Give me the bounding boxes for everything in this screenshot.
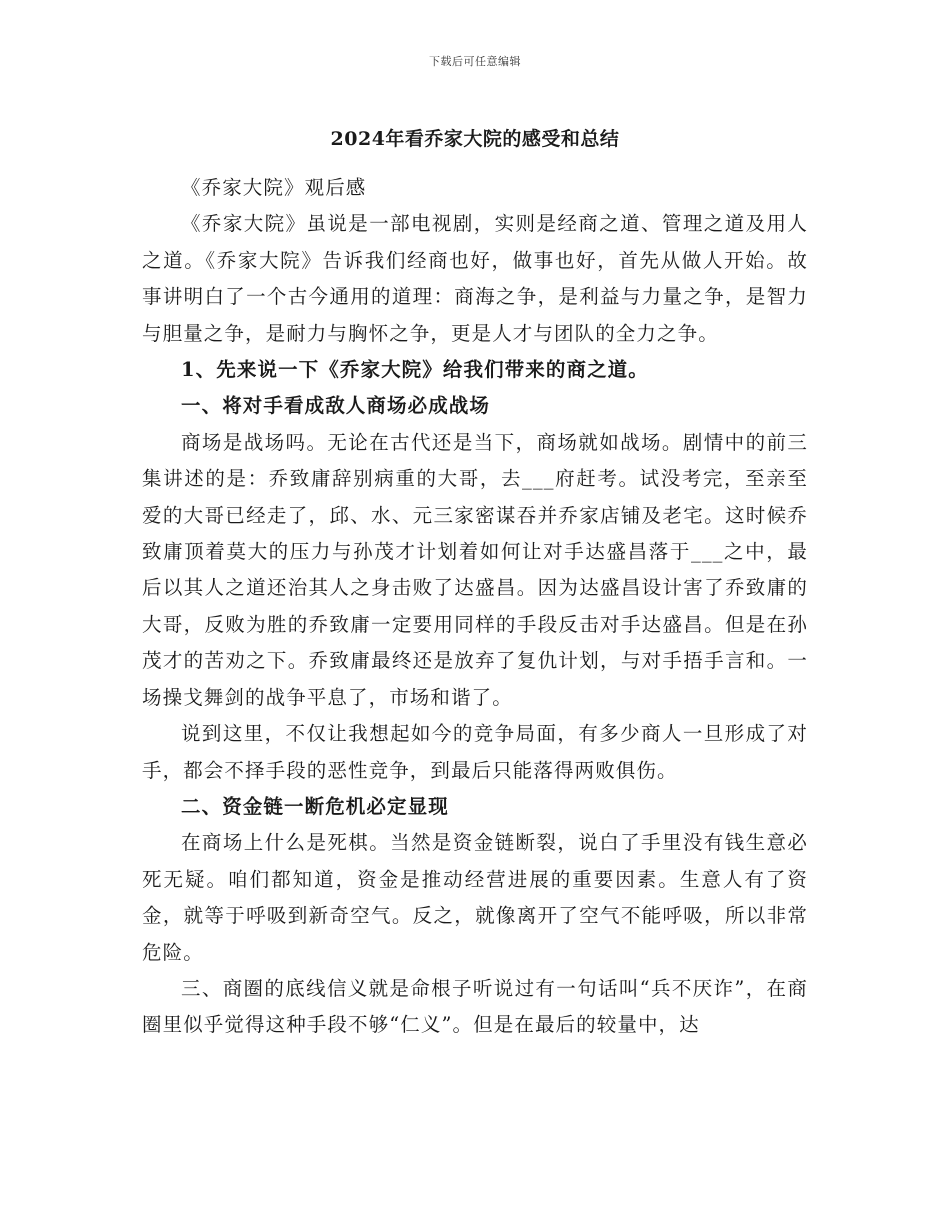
paragraph-credibility: 三、商圈的底线信义就是命根子听说过有一句话叫“兵不厌诈”，在商圈里似乎觉得这种手段不够“仁义”。但是在最后的较量中，达 (142, 976, 808, 1037)
paragraph-rivals-story: 商场是战场吗。无论在古代还是当下，商场就如战场。剧情中的前三集讲述的是：乔致庸辞别病重的大哥，去___府赶考。试没考完，至亲至爱的大哥已经走了，邱、水、元三家密谋吞并乔家店铺及老宅。这时候乔致庸顶着莫大的压力与孙茂才计划着如何让对手达盛昌落于___之中，最后以其人之道还治其人之身击败了达盛昌。因为达盛昌设计害了乔致庸的大哥，反败为胜的乔致庸一定要用同样的手段反击对手达盛昌。但是在孙茂才的苦劝之下。乔致庸最终还是放弃了复仇计划，与对手捂手言和。一场操戈舞剑的战争平息了，市场和谐了。 (142, 430, 808, 709)
section-heading-capital-chain: 二、资金链一断危机必定显现 (181, 794, 449, 818)
section-heading-business-way: 1、先来说一下《乔家大院》给我们带来的商之道。 (181, 358, 649, 382)
page-header-note: 下载后可任意编辑 (429, 55, 521, 68)
document-body (142, 170, 808, 1044)
section-heading-rivals: 一、将对手看成敌人商场必成战场 (181, 394, 491, 418)
paragraph-intro: 《乔家大院》虽说是一部电视剧，实则是经商之道、管理之道及用人之道。《乔家大院》告诉我们经商也好，做事也好，首先从做人开始。故事讲明白了一个古今通用的道理：商海之争，是利益与力量之争，是智力与胆量之争，是耐力与胸怀之争，更是人才与团队的全力之争。 (142, 212, 808, 345)
paragraph-capital-chain: 在商场上什么是死棋。当然是资金链断裂，说白了手里没有钱生意必死无疑。咱们都知道，资金是推动经营进展的重要因素。生意人有了资金，就等于呼吸到新奇空气。反之，就像离开了空气不能呼吸，所以非常危险。 (142, 831, 808, 964)
document-title: 2024年看乔家大院的感受和总结 (330, 128, 620, 150)
paragraph-subtitle: 《乔家大院》观后感 (181, 176, 367, 199)
paragraph-rivals-reflection: 说到这里，不仅让我想起如今的竞争局面，有多少商人一旦形成了对手，都会不择手段的恶性竞争，到最后只能落得两败俱伤。 (142, 722, 808, 782)
